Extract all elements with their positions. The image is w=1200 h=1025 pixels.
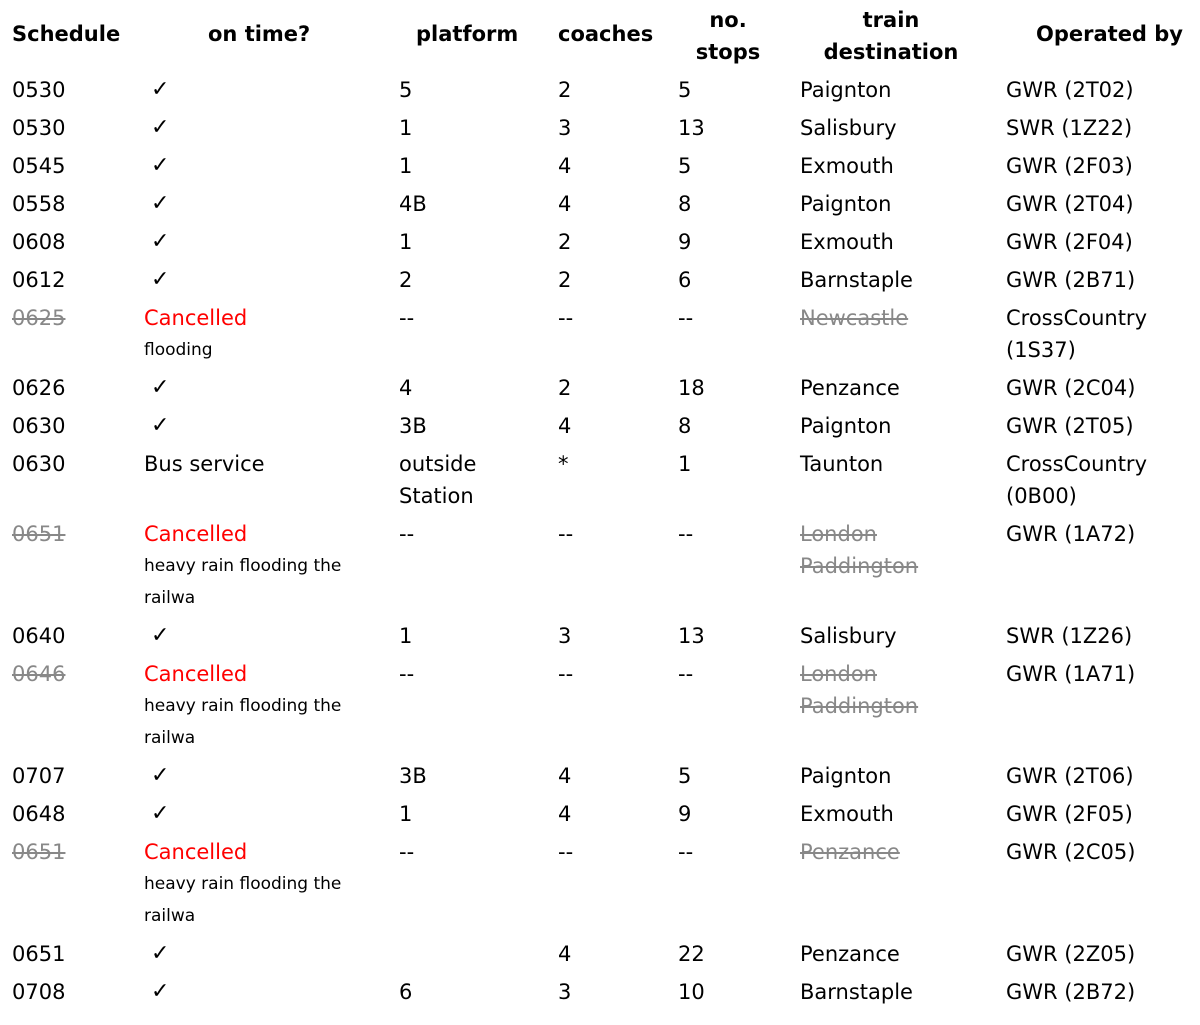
schedule-time: 0640 — [12, 624, 66, 648]
destination: Paignton — [800, 414, 892, 438]
status-cell — [144, 518, 341, 614]
schedule-time: 0530 — [12, 116, 66, 140]
table-row — [0, 932, 1200, 970]
operator: GWR (2T06) — [1006, 764, 1134, 788]
platform: -- — [399, 840, 415, 864]
cancelled-label: Cancelled — [144, 662, 248, 686]
schedule-time: 0545 — [12, 154, 66, 178]
destination: Penzance — [800, 376, 900, 400]
platform: 3B — [399, 414, 427, 438]
header-stops — [695, 4, 761, 68]
table-row — [0, 144, 1200, 182]
table-row-cancelled — [0, 296, 1200, 366]
table-row — [0, 404, 1200, 442]
platform: 4B — [399, 192, 427, 216]
platform: 1 — [399, 802, 413, 826]
platform: 2 — [399, 268, 413, 292]
operator: GWR (2C05) — [1006, 840, 1136, 864]
destination: Barnstaple — [800, 980, 913, 1004]
cancel-reason-line2: railwa — [144, 728, 196, 748]
cancel-reason-line2: railwa — [144, 906, 196, 926]
destination: Salisbury — [800, 116, 897, 140]
platform: 3B — [399, 764, 427, 788]
schedule-time: 0625 — [12, 306, 66, 330]
schedule-time: 0558 — [12, 192, 66, 216]
coaches: -- — [558, 306, 574, 330]
operator: GWR (2F03) — [1006, 154, 1133, 178]
platform: 4 — [399, 376, 413, 400]
schedule-time: 0651 — [12, 942, 66, 966]
on-time-check-icon: ✓ — [151, 229, 170, 254]
cancelled-label: Cancelled — [144, 840, 248, 864]
destination: Exmouth — [800, 154, 894, 178]
cancel-reason-line1: heavy rain flooding the — [144, 696, 342, 716]
header-on-time: on time? — [208, 22, 311, 46]
platform: 5 — [399, 78, 413, 102]
coaches: -- — [558, 522, 574, 546]
schedule-time: 0707 — [12, 764, 66, 788]
platform: -- — [399, 522, 415, 546]
platform: 1 — [399, 154, 413, 178]
stops-count: -- — [678, 840, 694, 864]
coaches: 3 — [558, 116, 572, 140]
stops-count: 5 — [678, 154, 692, 178]
table-row-cancelled — [0, 512, 1200, 614]
header-stops-line1: no. — [709, 8, 747, 32]
destination: Paignton — [800, 764, 892, 788]
destination: Paignton — [800, 192, 892, 216]
stops-count: 9 — [678, 230, 692, 254]
platform: 6 — [399, 980, 413, 1004]
operator: GWR (2T02) — [1006, 78, 1134, 102]
coaches: 4 — [558, 764, 572, 788]
table-header — [0, 0, 1200, 68]
coaches: 4 — [558, 802, 572, 826]
operator-line2: (1S37) — [1006, 338, 1076, 362]
stops-count: 13 — [678, 116, 705, 140]
schedule-time: 0608 — [12, 230, 66, 254]
stops-count: -- — [678, 662, 694, 686]
destination: Paignton — [800, 78, 892, 102]
table-row-cancelled — [0, 830, 1200, 932]
on-time-check-icon: ✓ — [151, 153, 170, 178]
operator: GWR (2F05) — [1006, 802, 1133, 826]
operator-line2: (0B00) — [1006, 484, 1077, 508]
table-row — [0, 220, 1200, 258]
on-time-check-icon: ✓ — [151, 267, 170, 292]
operator — [1006, 448, 1147, 512]
status-cell — [144, 836, 341, 932]
coaches: 3 — [558, 624, 572, 648]
header-operator: Operated by — [1036, 22, 1183, 46]
cancel-reason-line1: heavy rain flooding the — [144, 874, 342, 894]
operator-line1: CrossCountry — [1006, 452, 1147, 476]
stops-count: 8 — [678, 414, 692, 438]
coaches: 2 — [558, 230, 572, 254]
platform: 1 — [399, 624, 413, 648]
header-stops-line2: stops — [695, 40, 761, 64]
stops-count: 8 — [678, 192, 692, 216]
schedule-time: 0530 — [12, 78, 66, 102]
header-platform: platform — [416, 22, 519, 46]
table-row — [0, 258, 1200, 296]
operator: SWR (1Z22) — [1006, 116, 1133, 140]
cancelled-label: Cancelled — [144, 306, 248, 330]
stops-count: -- — [678, 522, 694, 546]
coaches: 4 — [558, 192, 572, 216]
coaches: 2 — [558, 268, 572, 292]
table-row-bus — [0, 442, 1200, 512]
operator-line1: CrossCountry — [1006, 306, 1147, 330]
on-time-check-icon: ✓ — [151, 77, 170, 102]
coaches: -- — [558, 662, 574, 686]
schedule-time: 0612 — [12, 268, 66, 292]
destination-line2: Paddington — [800, 694, 919, 718]
stops-count: 6 — [678, 268, 692, 292]
coaches: 2 — [558, 376, 572, 400]
stops-count: 10 — [678, 980, 705, 1004]
coaches: 4 — [558, 154, 572, 178]
coaches: 3 — [558, 980, 572, 1004]
on-time-check-icon: ✓ — [151, 979, 170, 1004]
table-row — [0, 366, 1200, 404]
coaches: 2 — [558, 78, 572, 102]
schedule-time: 0648 — [12, 802, 66, 826]
header-destination — [820, 4, 962, 68]
destination: Taunton — [800, 452, 884, 476]
stops-count: 13 — [678, 624, 705, 648]
schedule-time: 0646 — [12, 662, 66, 686]
on-time-check-icon: ✓ — [151, 763, 170, 788]
schedule-time: 0651 — [12, 840, 66, 864]
table-row — [0, 614, 1200, 652]
header-destination-line2: destination — [823, 40, 959, 64]
platform-line1: outside — [399, 452, 477, 476]
destination — [800, 518, 918, 582]
destination-line1: London — [800, 662, 877, 686]
on-time-check-icon: ✓ — [151, 801, 170, 826]
stops-count: 9 — [678, 802, 692, 826]
on-time-check-icon: ✓ — [151, 941, 170, 966]
operator: GWR (2B72) — [1006, 980, 1136, 1004]
schedule-time: 0630 — [12, 452, 66, 476]
operator: GWR (2F04) — [1006, 230, 1133, 254]
operator: SWR (1Z26) — [1006, 624, 1133, 648]
destination-line2: Paddington — [800, 554, 919, 578]
schedule-time: 0626 — [12, 376, 66, 400]
destination: Penzance — [800, 840, 900, 864]
stops-count: 1 — [678, 452, 692, 476]
table-row — [0, 970, 1200, 1008]
schedule-time: 0708 — [12, 980, 66, 1004]
platform: 1 — [399, 116, 413, 140]
table-row — [0, 754, 1200, 792]
coaches: 4 — [558, 942, 572, 966]
platform: -- — [399, 662, 415, 686]
cancel-reason-line1: heavy rain flooding the — [144, 556, 342, 576]
schedule-time: 0630 — [12, 414, 66, 438]
table-row-cancelled — [0, 652, 1200, 754]
destination — [800, 658, 918, 722]
operator: GWR (2B71) — [1006, 268, 1136, 292]
table-row — [0, 792, 1200, 830]
coaches: * — [558, 452, 569, 476]
operator: GWR (2T04) — [1006, 192, 1134, 216]
platform-line2: Station — [399, 484, 474, 508]
on-time-check-icon: ✓ — [151, 623, 170, 648]
destination: Barnstaple — [800, 268, 913, 292]
destination: Newcastle — [800, 306, 909, 330]
platform — [399, 448, 476, 512]
stops-count: 22 — [678, 942, 705, 966]
on-time-check-icon: ✓ — [151, 115, 170, 140]
header-coaches: coaches — [558, 22, 654, 46]
destination: Penzance — [800, 942, 900, 966]
stops-count: 5 — [678, 764, 692, 788]
stops-count: -- — [678, 306, 694, 330]
table-row — [0, 68, 1200, 106]
destination: Salisbury — [800, 624, 897, 648]
operator: GWR (2C04) — [1006, 376, 1136, 400]
on-time-check-icon: ✓ — [151, 375, 170, 400]
platform: 1 — [399, 230, 413, 254]
schedule-time: 0651 — [12, 522, 66, 546]
on-time-check-icon: ✓ — [151, 191, 170, 216]
platform: -- — [399, 306, 415, 330]
operator: GWR (2Z05) — [1006, 942, 1136, 966]
destination-line1: London — [800, 522, 877, 546]
operator: GWR (1A71) — [1006, 662, 1136, 686]
coaches: 4 — [558, 414, 572, 438]
destination: Exmouth — [800, 230, 894, 254]
status-cell — [144, 658, 341, 754]
on-time-check-icon: ✓ — [151, 413, 170, 438]
table-row — [0, 182, 1200, 220]
bus-service-label: Bus service — [144, 452, 265, 476]
coaches: -- — [558, 840, 574, 864]
cancel-reason-line2: railwa — [144, 588, 196, 608]
operator: GWR (2T05) — [1006, 414, 1134, 438]
cancel-reason: flooding — [144, 340, 213, 360]
cancelled-label: Cancelled — [144, 522, 248, 546]
header-destination-line1: train — [862, 8, 920, 32]
stops-count: 5 — [678, 78, 692, 102]
table-row — [0, 106, 1200, 144]
operator: GWR (1A72) — [1006, 522, 1136, 546]
header-schedule: Schedule — [12, 22, 121, 46]
destination: Exmouth — [800, 802, 894, 826]
status-cell — [144, 302, 247, 366]
operator — [1006, 302, 1147, 366]
stops-count: 18 — [678, 376, 705, 400]
